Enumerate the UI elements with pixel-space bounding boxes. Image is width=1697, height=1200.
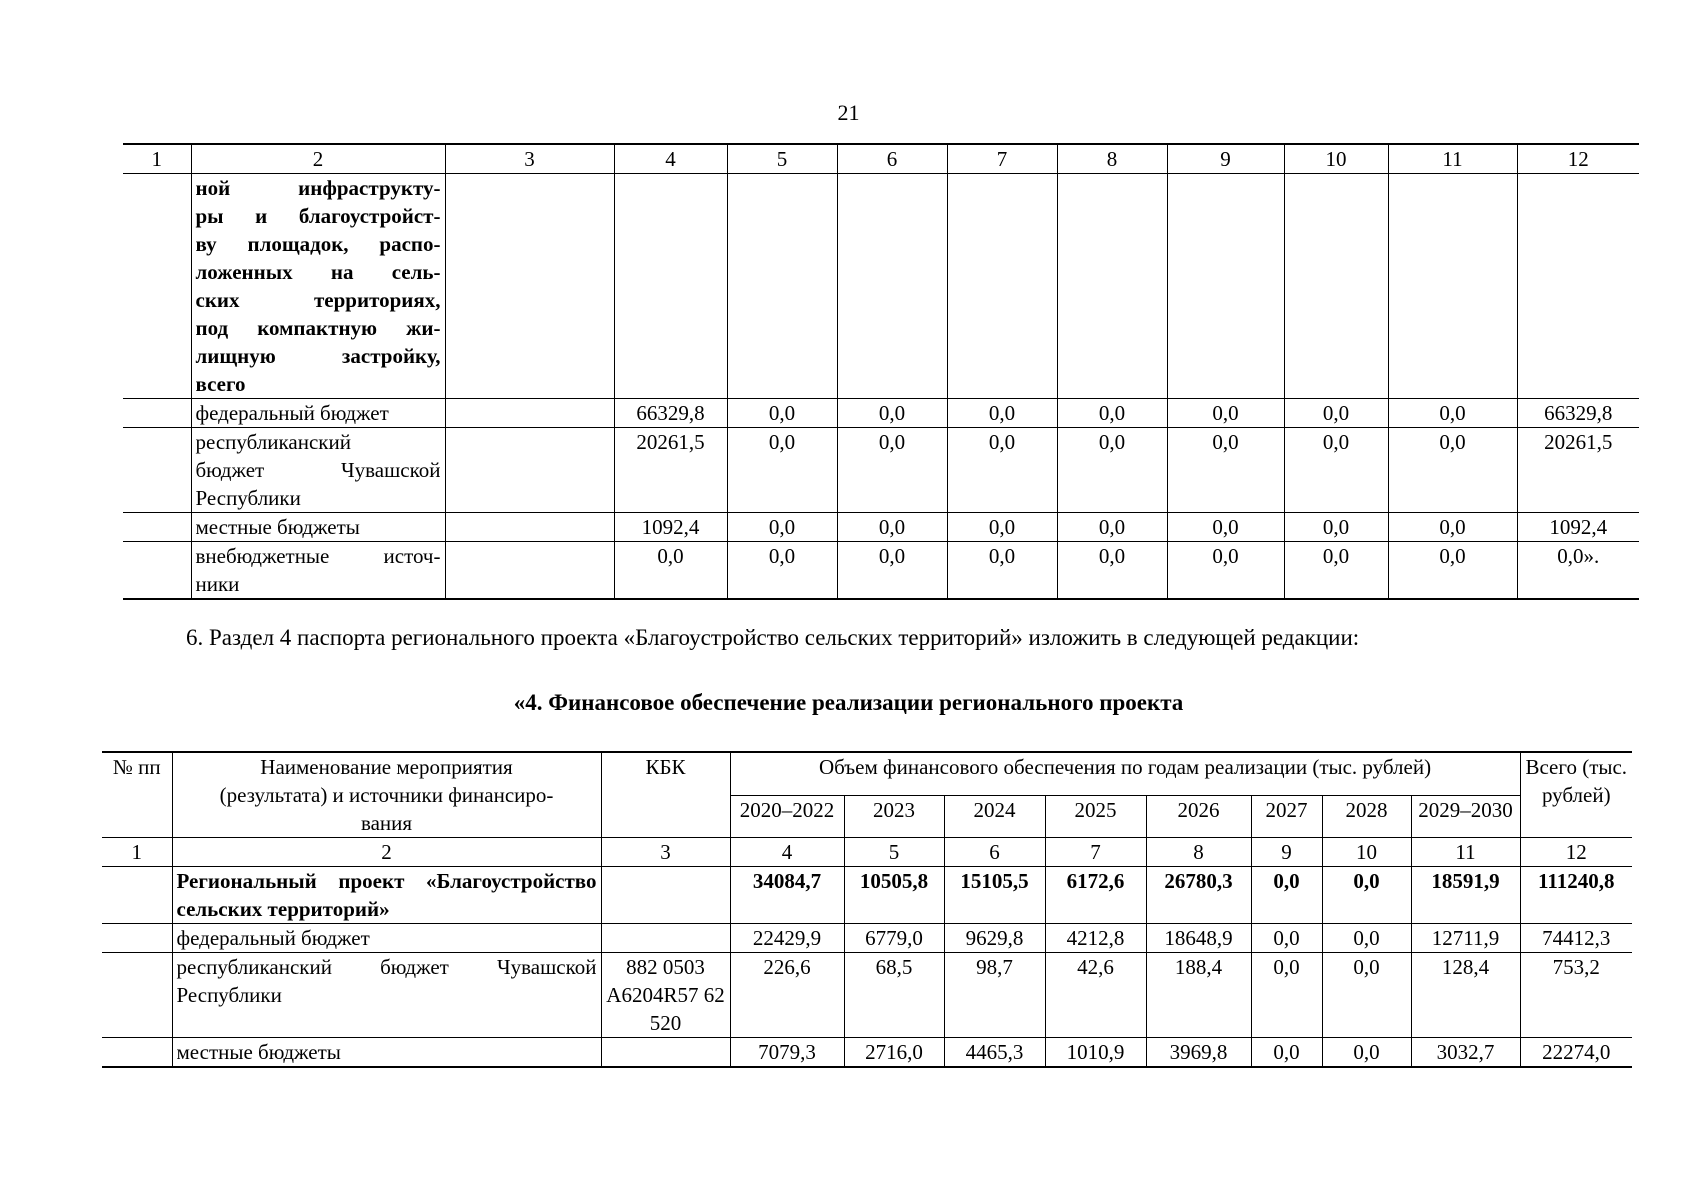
year-header: 2023 [844, 795, 944, 837]
source-name: республиканский бюджет Чувашской Республики [172, 953, 601, 1038]
col-number: 5 [727, 144, 837, 174]
col-number: 7 [1045, 838, 1146, 867]
value-cell: 0,0 [1251, 867, 1322, 924]
page-number: 21 [837, 100, 860, 125]
col-number: 5 [844, 838, 944, 867]
year-header: 2028 [1322, 795, 1411, 837]
value-cell: 20261,5 [1517, 428, 1639, 513]
value-cell: 0,0 [1251, 924, 1322, 953]
value-cell: 10505,8 [844, 867, 944, 924]
table-row [102, 1038, 1632, 1068]
value-cell: 0,0 [727, 513, 837, 542]
value-cell: 12711,9 [1411, 924, 1520, 953]
col-number: 2 [172, 838, 601, 867]
value-cell: 0,0 [1251, 1038, 1322, 1068]
year-header: 2026 [1146, 795, 1251, 837]
value-cell: 15105,5 [944, 867, 1045, 924]
value-cell: 74412,3 [1520, 924, 1632, 953]
table-head-row [102, 752, 1632, 795]
value-cell: 0,0 [1284, 399, 1388, 428]
value-cell: 0,0 [947, 542, 1057, 600]
table-row [123, 428, 1639, 513]
value-cell: 6172,6 [1045, 867, 1146, 924]
col-number: 12 [1520, 838, 1632, 867]
col-number: 3 [445, 144, 614, 174]
value-cell: 7079,3 [730, 1038, 844, 1068]
value-cell: 3032,7 [1411, 1038, 1520, 1068]
value-cell: 3969,8 [1146, 1038, 1251, 1068]
source-name: внебюджетные источ- ники [191, 542, 445, 600]
value-cell: 0,0 [1388, 428, 1517, 513]
value-cell: 22429,9 [730, 924, 844, 953]
col-number: 4 [614, 144, 727, 174]
col-number: 9 [1251, 838, 1322, 867]
col-number: 2 [191, 144, 445, 174]
value-cell: 0,0 [1322, 1038, 1411, 1068]
value-cell: 0,0». [1517, 542, 1639, 600]
col-number: 6 [944, 838, 1045, 867]
value-cell: 0,0 [837, 542, 947, 600]
value-cell: 22274,0 [1520, 1038, 1632, 1068]
value-cell: 0,0 [1388, 542, 1517, 600]
value-cell: 188,4 [1146, 953, 1251, 1038]
table-row [123, 513, 1639, 542]
source-name: федеральный бюджет [172, 924, 601, 953]
value-cell: 0,0 [727, 542, 837, 600]
value-cell: 1010,9 [1045, 1038, 1146, 1068]
kbk-code: 882 0503 А6204R57 62 520 [601, 953, 730, 1038]
value-cell: 0,0 [947, 399, 1057, 428]
table-row [123, 542, 1639, 600]
value-cell: 1092,4 [614, 513, 727, 542]
section-heading: «4. Финансовое обеспечение реализации регионального проекта [513, 690, 1184, 715]
value-cell: 68,5 [844, 953, 944, 1038]
budget-table-continued [123, 143, 1639, 600]
value-cell: 0,0 [837, 513, 947, 542]
table-row [102, 924, 1632, 953]
amendment-paragraph: 6. Раздел 4 паспорта регионального проекта «Благоустройство сельских территорий» изложить в следующей редакции: [186, 625, 1360, 650]
value-cell: 1092,4 [1517, 513, 1639, 542]
value-cell: 0,0 [1057, 542, 1167, 600]
value-cell: 66329,8 [1517, 399, 1639, 428]
value-cell: 0,0 [614, 542, 727, 600]
value-cell: 128,4 [1411, 953, 1520, 1038]
col-number: 3 [601, 838, 730, 867]
value-cell: 0,0 [727, 428, 837, 513]
table-row [123, 174, 1639, 399]
col-number: 12 [1517, 144, 1639, 174]
table-row-project-total [102, 867, 1632, 924]
year-header: 2024 [944, 795, 1045, 837]
table-row [102, 953, 1632, 1038]
value-cell: 0,0 [1388, 513, 1517, 542]
value-cell: 20261,5 [614, 428, 727, 513]
financing-table [102, 751, 1632, 1068]
value-cell: 0,0 [1057, 399, 1167, 428]
col-head-total: Всего (тыс. рублей) [1520, 752, 1632, 838]
col-number: 8 [1057, 144, 1167, 174]
value-cell: 0,0 [1057, 428, 1167, 513]
value-cell: 6779,0 [844, 924, 944, 953]
value-cell: 0,0 [1284, 513, 1388, 542]
year-header: 2025 [1045, 795, 1146, 837]
value-cell: 0,0 [1167, 399, 1284, 428]
value-cell: 9629,8 [944, 924, 1045, 953]
col-number: 11 [1388, 144, 1517, 174]
col-number: 11 [1411, 838, 1520, 867]
value-cell: 0,0 [1251, 953, 1322, 1038]
value-cell: 98,7 [944, 953, 1045, 1038]
source-name: республиканский бюджет Чувашской Республики [191, 428, 445, 513]
value-cell: 0,0 [947, 428, 1057, 513]
col-numbers-row [102, 838, 1632, 867]
value-cell: 0,0 [1322, 924, 1411, 953]
value-cell: 4465,3 [944, 1038, 1045, 1068]
value-cell: 18648,9 [1146, 924, 1251, 953]
value-cell: 0,0 [1167, 542, 1284, 600]
value-cell: 26780,3 [1146, 867, 1251, 924]
table-header-row [123, 144, 1639, 174]
year-header: 2027 [1251, 795, 1322, 837]
col-head-name: Наименование мероприятия (результата) и источники финансиро- вания [172, 752, 601, 838]
value-cell: 111240,8 [1520, 867, 1632, 924]
project-name: Региональный проект «Благоустройство сельских территорий» [172, 867, 601, 924]
col-head-kbk: КБК [601, 752, 730, 838]
col-number: 6 [837, 144, 947, 174]
value-cell: 0,0 [1167, 513, 1284, 542]
year-header: 2029–2030 [1411, 795, 1520, 837]
value-cell: 0,0 [837, 428, 947, 513]
value-cell: 0,0 [1322, 953, 1411, 1038]
col-number: 9 [1167, 144, 1284, 174]
value-cell: 34084,7 [730, 867, 844, 924]
table-row [123, 399, 1639, 428]
measure-name-continued: ной инфраструкту- ры и благоустройст- ву площадок, распо- ложенных на сель- ских территориях, под компактную жи- лищную застройку, всего [191, 174, 445, 399]
source-name: местные бюджеты [191, 513, 445, 542]
col-number: 10 [1284, 144, 1388, 174]
value-cell: 753,2 [1520, 953, 1632, 1038]
value-cell: 18591,9 [1411, 867, 1520, 924]
value-cell: 0,0 [947, 513, 1057, 542]
col-number: 1 [123, 144, 191, 174]
col-number: 4 [730, 838, 844, 867]
value-cell: 66329,8 [614, 399, 727, 428]
value-cell: 42,6 [1045, 953, 1146, 1038]
value-cell: 2716,0 [844, 1038, 944, 1068]
value-cell: 0,0 [1388, 399, 1517, 428]
col-number: 8 [1146, 838, 1251, 867]
value-cell: 0,0 [1322, 867, 1411, 924]
source-name: федеральный бюджет [191, 399, 445, 428]
value-cell: 0,0 [1167, 428, 1284, 513]
value-cell: 4212,8 [1045, 924, 1146, 953]
col-number: 10 [1322, 838, 1411, 867]
col-head-num: № пп [102, 752, 172, 838]
value-cell: 0,0 [1057, 513, 1167, 542]
value-cell: 0,0 [727, 399, 837, 428]
value-cell: 226,6 [730, 953, 844, 1038]
source-name: местные бюджеты [172, 1038, 601, 1068]
value-cell: 0,0 [1284, 428, 1388, 513]
value-cell: 0,0 [1284, 542, 1388, 600]
value-cell: 0,0 [837, 399, 947, 428]
col-number: 1 [102, 838, 172, 867]
year-header: 2020–2022 [730, 795, 844, 837]
col-number: 7 [947, 144, 1057, 174]
col-head-volume: Объем финансового обеспечения по годам реализации (тыс. рублей) [730, 752, 1520, 795]
